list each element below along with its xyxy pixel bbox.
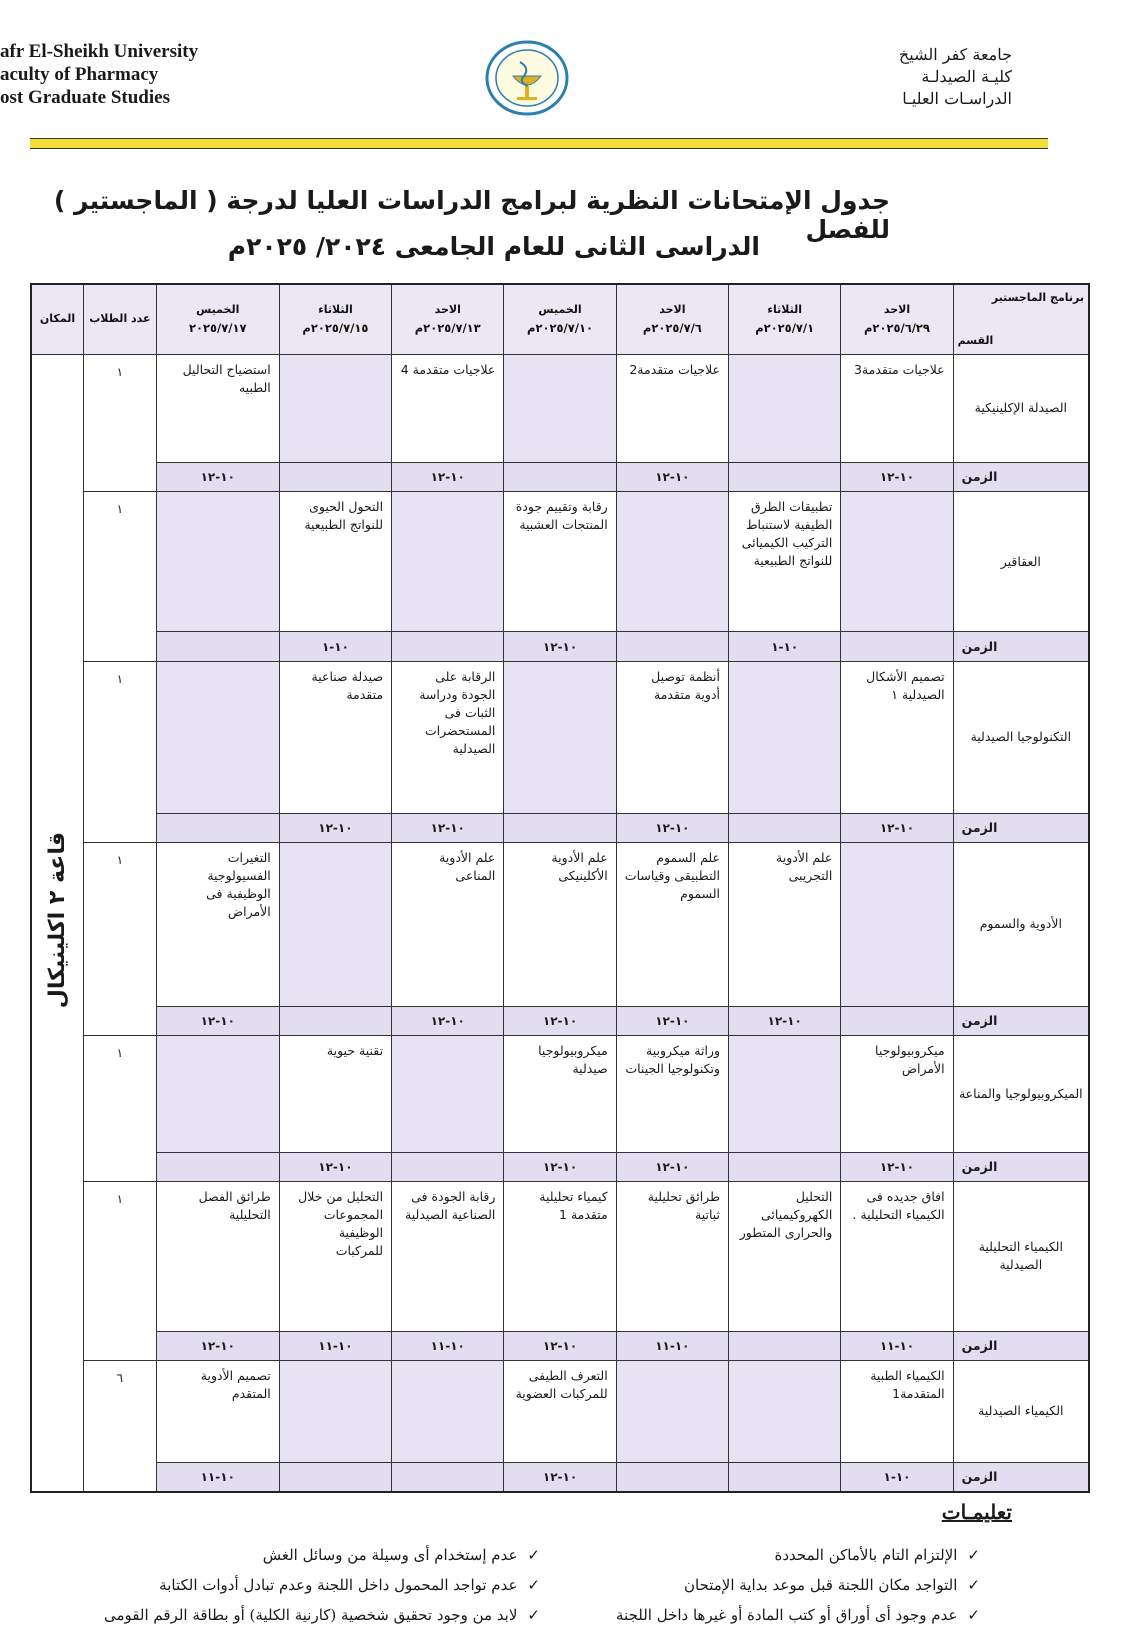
exam-time: ١٠-١٢ xyxy=(392,1006,504,1035)
exam-time xyxy=(841,632,953,661)
empty-slot xyxy=(616,1360,728,1462)
day-header: الاحد ٢٠٢٥/٧/٦م xyxy=(616,284,728,354)
exam-subject: ميكروبيولوجيا الأمراض xyxy=(841,1036,953,1153)
exam-time: ١٠-١ xyxy=(729,632,841,661)
exam-subject: تصميم الأدوية المتقدم xyxy=(156,1360,279,1462)
department-name: الكيمياء التحليلية الصيدلية xyxy=(953,1182,1089,1331)
instructions-right xyxy=(580,1540,980,1630)
exam-subject: التعرف الطيفى للمركبات العضوية xyxy=(504,1360,616,1462)
day-header: الخميس ٢٠٢٥/٧/١٧ xyxy=(156,284,279,354)
exam-time: ١٠-١٢ xyxy=(504,1153,616,1182)
empty-slot xyxy=(504,354,616,462)
time-label: الزمن xyxy=(953,1006,1089,1035)
exam-time xyxy=(616,1463,728,1492)
exam-subject: طرائق تحليلية ثباتية xyxy=(616,1182,728,1331)
time-label: الزمن xyxy=(953,462,1089,491)
place-label: قاعة ٢ اكلينيكال xyxy=(44,832,70,1009)
exam-subject: ميكروبيولوجيا صيدلية xyxy=(504,1036,616,1153)
place-header: المكان xyxy=(31,284,84,354)
faculty-line: aculty of Pharmacy xyxy=(0,64,159,85)
exam-time: ١٠-١٢ xyxy=(729,1006,841,1035)
page-title: جدول الإمتحانات النظرية لبرامج الدراسات العليا لدرجة ( الماجستير ) للفصل xyxy=(53,186,890,244)
exam-time: ١٠-١٢ xyxy=(504,632,616,661)
exam-time xyxy=(156,1153,279,1182)
exam-time: ١٠-١١ xyxy=(392,1331,504,1360)
exam-time xyxy=(504,462,616,491)
empty-slot xyxy=(279,354,391,462)
page-subtitle: الدراسى الثانى للعام الجامعى ٢٠٢٤/ ٢٠٢٥م xyxy=(227,232,760,261)
department-name: الصيدلة الإكلينيكية xyxy=(953,354,1089,462)
exam-time xyxy=(392,1153,504,1182)
exam-time xyxy=(729,462,841,491)
exam-subject: التحليل الكهروكيميائى والحرارى المتطور xyxy=(729,1182,841,1331)
exam-subject: تقنية حيوية xyxy=(279,1036,391,1153)
program-label: برنامج الماجستير xyxy=(991,291,1084,304)
university-line: afr El-Sheikh University xyxy=(0,41,199,62)
exam-time xyxy=(729,1463,841,1492)
exam-time: ١٠-١٢ xyxy=(392,462,504,491)
empty-slot xyxy=(156,491,279,631)
department-line-ar: الدراسـات العليـا xyxy=(902,89,1012,108)
department-name: التكنولوجيا الصيدلية xyxy=(953,661,1089,813)
day-header: الخميس ٢٠٢٥/٧/١٠م xyxy=(504,284,616,354)
empty-slot xyxy=(616,491,728,631)
exam-time: ١٠-١٢ xyxy=(504,1331,616,1360)
exam-time xyxy=(392,632,504,661)
exam-time: ١٠-١٢ xyxy=(616,1153,728,1182)
empty-slot xyxy=(841,843,953,1007)
department-label: القسم xyxy=(957,333,994,347)
department-line: ost Graduate Studies xyxy=(0,87,170,108)
empty-slot xyxy=(729,661,841,813)
exam-time: ١٠-١٢ xyxy=(504,1006,616,1035)
student-count: ١ xyxy=(84,661,157,842)
exam-subject: كيمياء تحليلية متقدمة 1 xyxy=(504,1182,616,1331)
exam-time: ١٠-١٢ xyxy=(392,813,504,842)
exam-time: ١٠-١٢ xyxy=(156,462,279,491)
instruction-item: ✓عدم إستخدام أى وسيلة من وسائل الغش xyxy=(262,1546,540,1564)
time-label: الزمن xyxy=(953,1153,1089,1182)
exam-time: ١٠-١٢ xyxy=(279,1153,391,1182)
exam-subject: علاجيات متقدمة2 xyxy=(616,354,728,462)
exam-time: ١٠-١٢ xyxy=(841,813,953,842)
empty-slot xyxy=(279,843,391,1007)
department-name: العقاقير xyxy=(953,491,1089,631)
department-name: الميكروبيولوجيا والمناعة xyxy=(953,1036,1089,1153)
exam-time: ١٠-١٢ xyxy=(616,1006,728,1035)
day-header: الثلاثاء ٢٠٢٥/٧/١م xyxy=(729,284,841,354)
exam-subject: التحول الحيوى للنواتج الطبيعية xyxy=(279,491,391,631)
exam-time: ١٠-١٢ xyxy=(156,1331,279,1360)
time-label: الزمن xyxy=(953,1331,1089,1360)
empty-slot xyxy=(156,661,279,813)
exam-subject: علاجيات متقدمة3 xyxy=(841,354,953,462)
exam-subject: تصميم الأشكال الصيدلية ١ xyxy=(841,661,953,813)
exam-time xyxy=(841,1006,953,1035)
day-header: الثلاثاء ٢٠٢٥/٧/١٥م xyxy=(279,284,391,354)
student-count: ١ xyxy=(84,1182,157,1360)
day-header: الاحد ٢٠٢٥/٦/٢٩م xyxy=(841,284,953,354)
pharmacy-logo-icon xyxy=(482,38,572,118)
exam-time: ١٠-١٢ xyxy=(504,1463,616,1492)
exam-subject: التحليل من خلال المجموعات الوظيفية للمركبات xyxy=(279,1182,391,1331)
exam-time: ١٠-١٢ xyxy=(616,462,728,491)
exam-time: ١٠-١١ xyxy=(156,1463,279,1492)
student-count: ١ xyxy=(84,843,157,1036)
empty-slot xyxy=(392,1360,504,1462)
exam-time: ١٠-١ xyxy=(841,1463,953,1492)
exam-subject: علم الأدوية المناعى xyxy=(392,843,504,1007)
exam-time xyxy=(504,813,616,842)
exam-subject: الكيمياء الطبية المتقدمة1 xyxy=(841,1360,953,1462)
empty-slot xyxy=(729,354,841,462)
instruction-item: ✓عدم تواجد المحمول داخل اللجنة وعدم تبادل أدوات الكتابة xyxy=(159,1576,540,1594)
instruction-item: ✓عدم وجود أى أوراق أو كتب المادة أو غيرها داخل اللجنة xyxy=(616,1606,980,1624)
university-name-en xyxy=(0,40,198,109)
exam-time xyxy=(729,1153,841,1182)
empty-slot xyxy=(279,1360,391,1462)
empty-slot xyxy=(392,491,504,631)
exam-time xyxy=(392,1463,504,1492)
time-label: الزمن xyxy=(953,1463,1089,1492)
header-divider xyxy=(30,138,1048,149)
department-name: الأدوية والسموم xyxy=(953,843,1089,1007)
exam-subject: أنظمة توصيل أدوية متقدمة xyxy=(616,661,728,813)
exam-time: ١٠-١٢ xyxy=(841,1153,953,1182)
exam-time: ١٠-١١ xyxy=(841,1331,953,1360)
exam-subject: صيدلة صناعية متقدمة xyxy=(279,661,391,813)
exam-time: ١٠-١٢ xyxy=(279,813,391,842)
instructions-left xyxy=(80,1540,540,1630)
time-label: الزمن xyxy=(953,632,1089,661)
empty-slot xyxy=(504,661,616,813)
exam-subject: التغيرات الفسيولوجية الوظيفية فى الأمراض xyxy=(156,843,279,1007)
exam-time xyxy=(279,1006,391,1035)
exam-time: ١٠-١١ xyxy=(279,1331,391,1360)
student-count-header: عدد الطلاب xyxy=(84,284,157,354)
exam-time xyxy=(616,632,728,661)
student-count: ١ xyxy=(84,1036,157,1182)
empty-slot xyxy=(841,491,953,631)
university-name-ar xyxy=(899,44,1012,110)
empty-slot xyxy=(729,1036,841,1153)
exam-time xyxy=(279,462,391,491)
exam-time: ١٠-١٢ xyxy=(616,813,728,842)
time-label: الزمن xyxy=(953,813,1089,842)
empty-slot xyxy=(392,1036,504,1153)
instructions-title: تعليمـات xyxy=(941,1500,1012,1524)
exam-time xyxy=(156,632,279,661)
exam-subject: الرقابة على الجودة ودراسة الثبات فى المستحضرات الصيدلية xyxy=(392,661,504,813)
university-line-ar: جامعة كفر الشيخ xyxy=(898,45,1012,64)
student-count: ١ xyxy=(84,491,157,661)
department-name: الكيمياء الصيدلية xyxy=(953,1360,1089,1462)
student-count: ٦ xyxy=(84,1360,157,1492)
exam-subject: رقابة وتقييم جودة المنتجات العشبية xyxy=(504,491,616,631)
instruction-item: ✓التواجد مكان اللجنة قبل موعد بداية الإمتحان xyxy=(683,1576,980,1594)
student-count: ١ xyxy=(84,354,157,491)
exam-schedule-table xyxy=(30,283,1090,1493)
exam-subject: رقابة الجودة فى الصناعية الصيدلية xyxy=(392,1182,504,1331)
exam-subject: علم السموم التطبيقى وقياسات السموم xyxy=(616,843,728,1007)
exam-time: ١٠-١٢ xyxy=(156,1006,279,1035)
empty-slot xyxy=(156,1036,279,1153)
exam-subject: علاجيات متقدمة 4 xyxy=(392,354,504,462)
exam-time xyxy=(729,1331,841,1360)
exam-subject: طرائق الفصل التحليلية xyxy=(156,1182,279,1331)
exam-subject: تطبيقات الطرق الطيفية لاستنباط التركيب الكيميائى للنواتج الطبيعية xyxy=(729,491,841,631)
exam-time xyxy=(156,813,279,842)
empty-slot xyxy=(729,1360,841,1462)
exam-time xyxy=(279,1463,391,1492)
exam-time: ١٠-١١ xyxy=(616,1331,728,1360)
instruction-item: ✓الإلتزام التام بالأماكن المحددة xyxy=(774,1546,980,1564)
faculty-line-ar: كليـة الصيدلـة xyxy=(921,67,1012,86)
exam-place xyxy=(31,354,84,1492)
exam-subject: علم الأدوية التجريبى xyxy=(729,843,841,1007)
instruction-item: ✓لابد من وجود تحقيق شخصية (كارنية الكلية) أو بطاقة الرقم القومى xyxy=(104,1606,540,1624)
exam-time: ١٠-١٢ xyxy=(841,462,953,491)
exam-subject: وراثة ميكروبية وتكنولوجيا الجينات xyxy=(616,1036,728,1153)
exam-subject: استضياح التحاليل الطبيه xyxy=(156,354,279,462)
program-header xyxy=(953,284,1089,354)
day-header: الاحد ٢٠٢٥/٧/١٣م xyxy=(392,284,504,354)
exam-time: ١٠-١ xyxy=(279,632,391,661)
exam-subject: افاق جديده فى الكيمياء التحليلية . xyxy=(841,1182,953,1331)
exam-time xyxy=(729,813,841,842)
exam-subject: علم الأدوية الأكلينيكى xyxy=(504,843,616,1007)
